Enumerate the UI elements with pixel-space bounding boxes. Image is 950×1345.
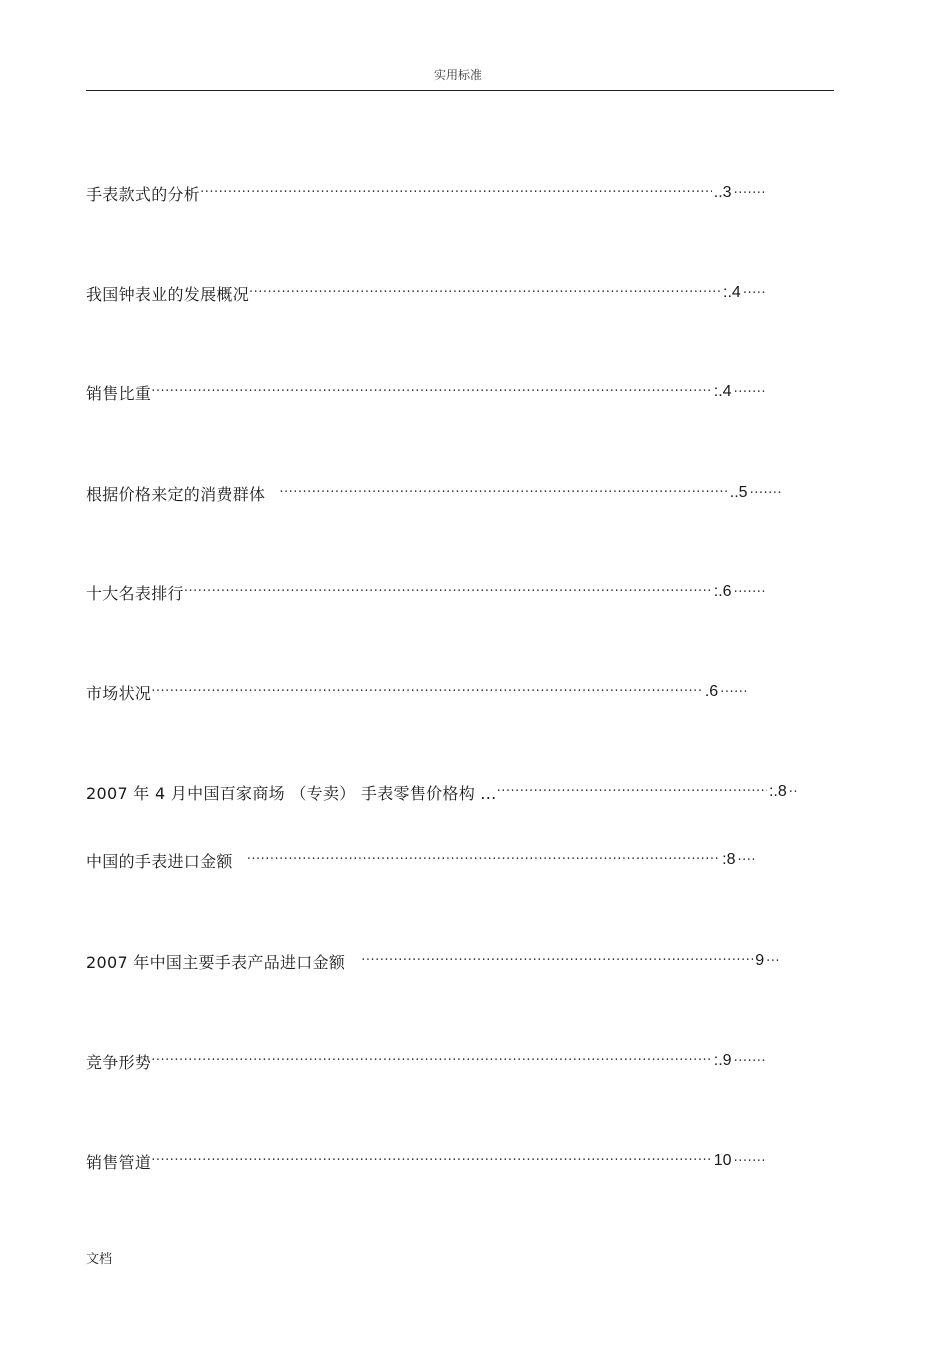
toc-page-number: .6 bbox=[704, 683, 719, 700]
toc-entry[interactable] bbox=[86, 481, 782, 505]
toc-dot-leader bbox=[151, 680, 703, 704]
toc-page-number: 9 bbox=[755, 952, 765, 969]
toc-page-number: :8 bbox=[722, 851, 736, 868]
toc-dot-leader bbox=[200, 181, 712, 205]
toc-entry-title: 竞争形势 bbox=[86, 1052, 152, 1072]
toc-entry-title: 2007 年 4 月中国百家商场 （专卖） 手表零售价格构 ... bbox=[86, 783, 497, 803]
toc-dot-leader bbox=[279, 481, 727, 505]
toc-dot-tail: ······· bbox=[733, 1053, 766, 1069]
toc-entry-title: 2007 年中国主要手表产品进口金额 bbox=[86, 952, 346, 972]
page-footer: 文档 bbox=[86, 1252, 113, 1267]
toc-dot-tail: ······· bbox=[733, 185, 766, 201]
toc-dot-leader bbox=[247, 848, 720, 872]
toc-entry[interactable] bbox=[86, 1149, 766, 1173]
toc-dot-leader bbox=[151, 380, 712, 404]
toc-entry-title: 市场状况 bbox=[86, 683, 152, 703]
toc-dot-leader bbox=[151, 1149, 712, 1173]
toc-dot-leader bbox=[497, 780, 767, 804]
toc-entry[interactable] bbox=[86, 181, 766, 205]
toc-page-number: :.4 bbox=[723, 284, 741, 301]
toc-dot-tail: ···· bbox=[737, 852, 756, 868]
toc-page-number: 10 bbox=[713, 1152, 732, 1169]
toc-page-number: :.8 bbox=[768, 783, 787, 800]
toc-dot-tail: ······· bbox=[733, 1153, 766, 1169]
toc-entry-title: 销售管道 bbox=[86, 1152, 152, 1172]
toc-entry-title: 中国的手表进口金额 bbox=[86, 851, 233, 871]
toc-dot-leader bbox=[249, 281, 721, 305]
page-header: 实用标准 bbox=[433, 68, 482, 82]
toc-dot-tail: ······· bbox=[749, 485, 782, 501]
toc-entry-title: 销售比重 bbox=[86, 383, 152, 403]
toc-dot-tail: ······· bbox=[733, 384, 766, 400]
toc-page-number: ..5 bbox=[729, 484, 748, 501]
toc-entry-title: 十大名表排行 bbox=[86, 583, 184, 603]
toc-dot-tail: ····· bbox=[742, 285, 766, 301]
toc-entry[interactable] bbox=[86, 780, 798, 804]
toc-entry[interactable] bbox=[86, 580, 766, 604]
header-divider bbox=[86, 90, 834, 91]
toc-entry-title: 根据价格来定的消费群体 bbox=[86, 484, 266, 504]
toc-entry[interactable] bbox=[86, 680, 748, 704]
toc-entry[interactable] bbox=[86, 848, 756, 872]
toc-dot-leader bbox=[151, 1049, 712, 1073]
toc-dot-leader bbox=[184, 580, 712, 604]
toc-dot-tail: ··· bbox=[766, 953, 780, 969]
toc-dot-leader bbox=[361, 949, 753, 973]
toc-page-number: :.4 bbox=[713, 383, 732, 400]
toc-entry-title: 我国钟表业的发展概况 bbox=[86, 284, 250, 304]
toc-page-number: ..3 bbox=[713, 184, 732, 201]
toc-dot-tail: ······ bbox=[720, 684, 748, 700]
toc-page-number: :.9 bbox=[713, 1052, 732, 1069]
toc-entry[interactable] bbox=[86, 1049, 766, 1073]
toc-entry[interactable] bbox=[86, 281, 766, 305]
toc-entry[interactable] bbox=[86, 380, 766, 404]
toc-entry-title: 手表款式的分析 bbox=[86, 184, 201, 204]
toc-entry[interactable] bbox=[86, 949, 780, 973]
toc-page-number: :.6 bbox=[713, 583, 732, 600]
toc-dot-tail: ·· bbox=[788, 784, 798, 800]
toc-dot-tail: ······· bbox=[733, 584, 766, 600]
